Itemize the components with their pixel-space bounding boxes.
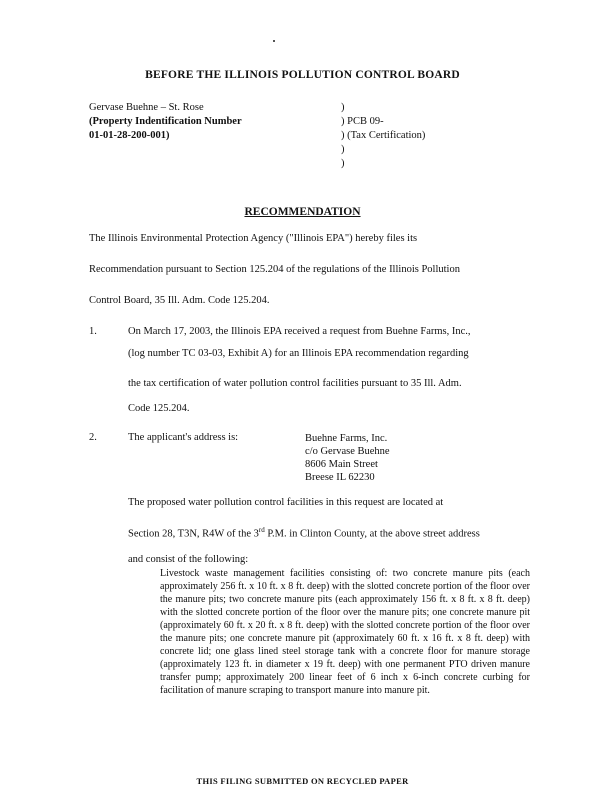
scan-speck: [273, 40, 275, 42]
address-label: The applicant's address is:: [128, 432, 239, 443]
address-line: Buehne Farms, Inc.: [305, 433, 388, 444]
property-id-line2: 01-01-28-200-001): [89, 130, 170, 141]
party-name: Gervase Buehne – St. Rose: [89, 102, 204, 113]
item1-line: Code 125.204.: [128, 403, 190, 414]
facility-description: Livestock waste management facilities consisting of: two concrete manure pits (each approximately 256 ft. x 10 ft. x 8 ft. deep) with the slotted concrete portion of the floor over the manure pits; two concrete manure pits (each approximately 156 ft. x 8 ft. x 8 ft. deep) with the slotted concrete portion of the floor over the manure pits; one concrete manure pit (approximately 60 ft. x 20 ft. x 8 ft. deep) with the slotted concrete portion of the floor over the manure pits; one concrete manure pit (approximately 60 ft. x 16 ft. x 8 ft. deep) with concrete lid; one glass lined steel storage tank with a concrete floor for manure storage (approximately 123 ft. in diameter x 19 ft. deep) with one permanent PTO driven manure transfer pump; approximately 200 linear feet of 6 inch x 6-inch concrete curbing for facilitation of manure scraping to transport manure into manure pit.: [160, 568, 530, 696]
case-type: ) (Tax Certification): [341, 130, 426, 141]
intro-line: Control Board, 35 Ill. Adm. Code 125.204.: [89, 295, 270, 306]
intro-line: The Illinois Environmental Protection Agency ("Illinois EPA") hereby files its: [89, 233, 418, 244]
paren-line: ): [341, 144, 345, 155]
item-number: 2.: [89, 432, 97, 443]
address-line: Breese IL 62230: [305, 472, 375, 483]
case-number-column: [341, 101, 425, 171]
case-number: ) PCB 09-: [341, 116, 384, 127]
location-line: Section 28, T3N, R4W of the 3rd P.M. in Clinton County, at the above street address: [128, 526, 480, 540]
address-line: 8606 Main Street: [305, 459, 378, 470]
paren-line: ): [341, 158, 345, 169]
case-caption: [89, 101, 242, 143]
court-title: BEFORE THE ILLINOIS POLLUTION CONTROL BOARD: [145, 69, 460, 81]
item1-line: On March 17, 2003, the Illinois EPA received a request from Buehne Farms, Inc.,: [128, 326, 471, 337]
address-line: c/o Gervase Buehne: [305, 446, 390, 457]
applicant-address: [305, 432, 390, 484]
property-id-line1: (Property Indentification Number: [89, 116, 242, 127]
footer-note: THIS FILING SUBMITTED ON RECYCLED PAPER: [196, 776, 409, 786]
paren-line: ): [341, 102, 345, 113]
item1-line: the tax certification of water pollution control facilities pursuant to 35 Ill. Adm.: [128, 378, 462, 389]
location-line: and consist of the following:: [128, 554, 249, 565]
item1-line: (log number TC 03-03, Exhibit A) for an Illinois EPA recommendation regarding: [128, 348, 469, 359]
recommendation-heading: RECOMMENDATION: [244, 206, 361, 218]
item-number: 1.: [89, 326, 97, 337]
intro-line: Recommendation pursuant to Section 125.204 of the regulations of the Illinois Pollution: [89, 264, 460, 275]
location-line: The proposed water pollution control facilities in this request are located at: [128, 497, 444, 508]
